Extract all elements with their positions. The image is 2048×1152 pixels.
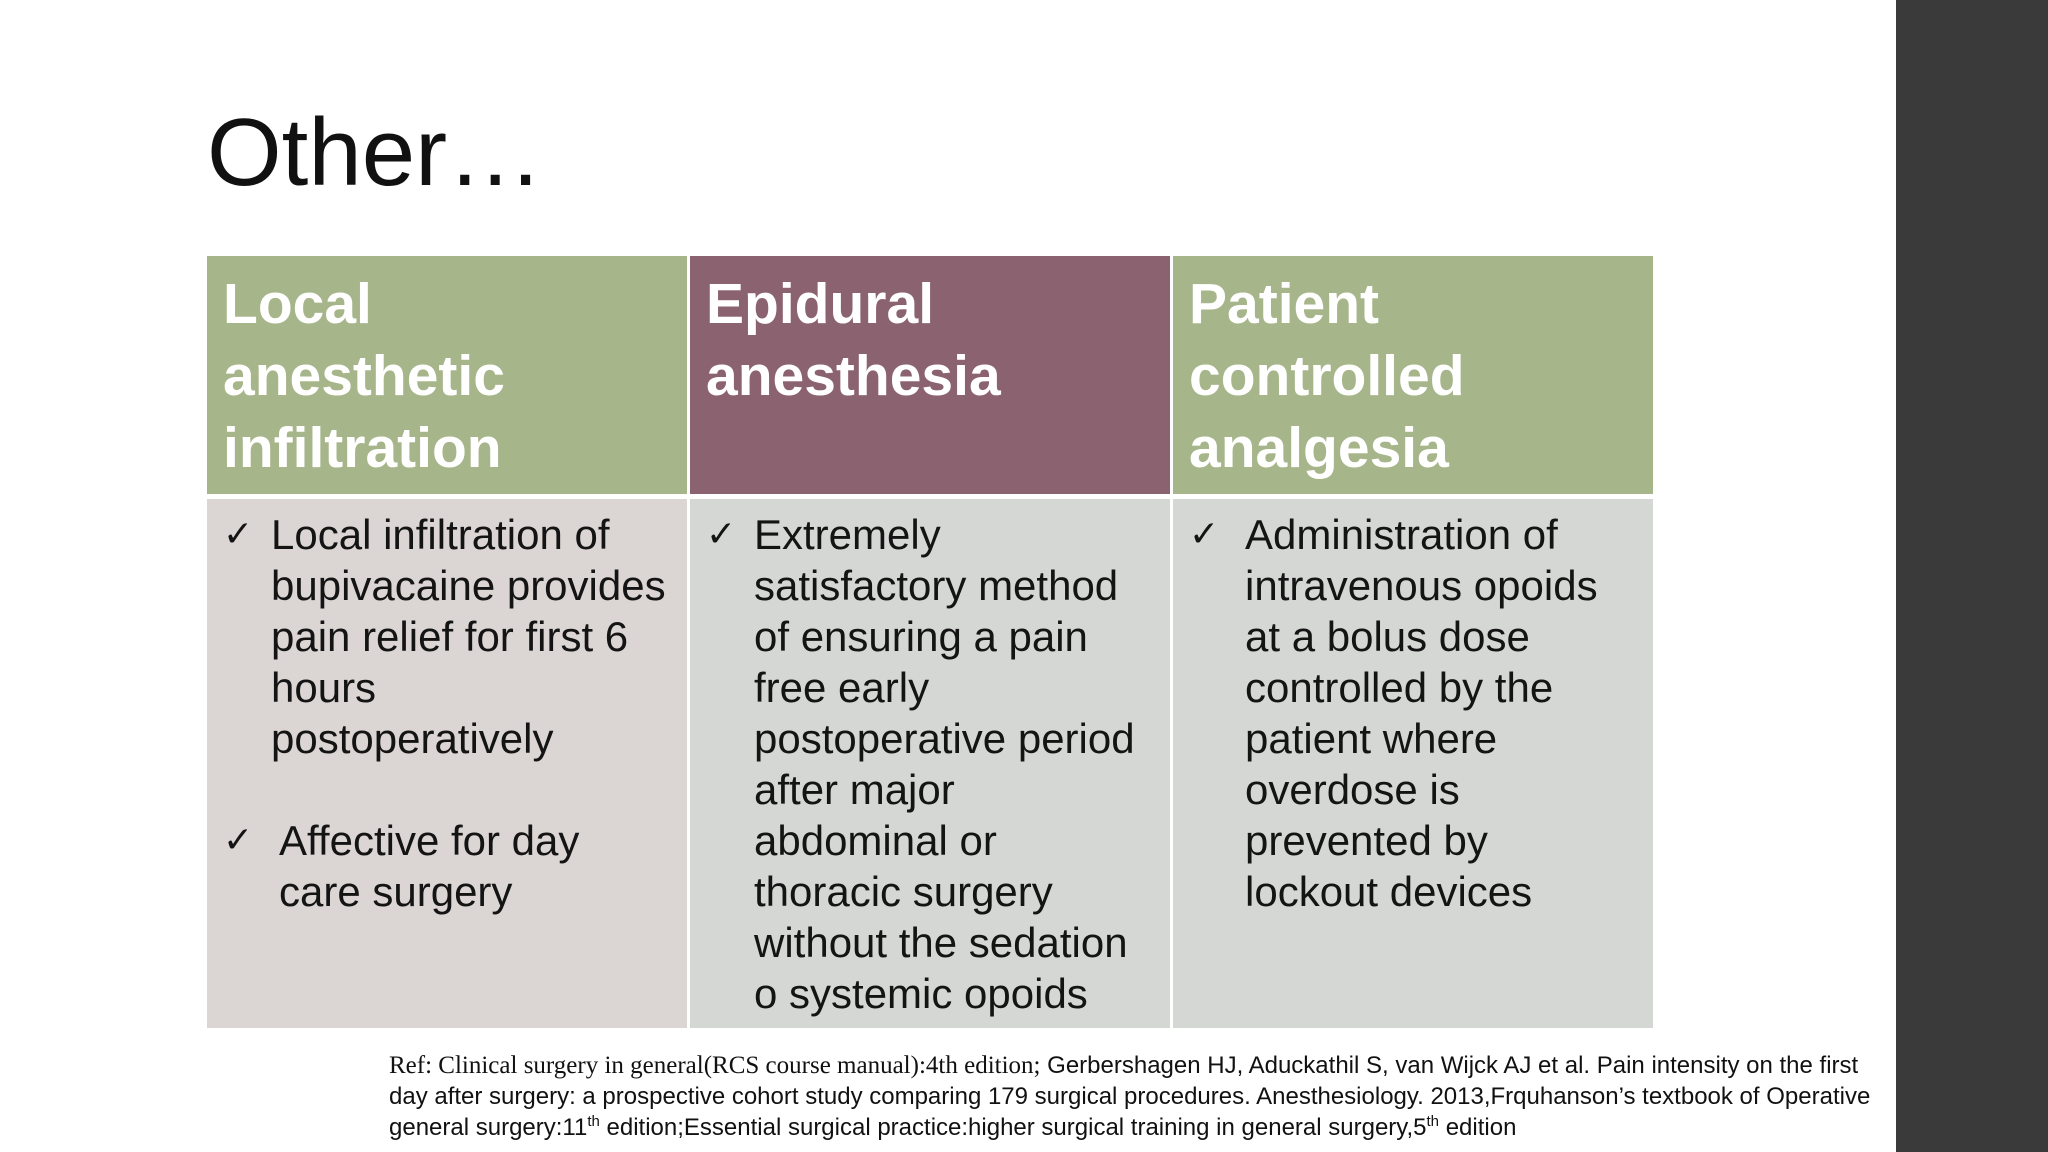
- cell-epidural-anesthesia: [690, 499, 1170, 1028]
- checkmark-icon: ✓: [223, 514, 254, 555]
- bullet-text: Local infiltration of bupivacaine provides pain relief for first 6 hours postoperatively: [271, 511, 666, 762]
- reference-part: Gerbershagen HJ, Aduckathil S, van Wijck AJ et al. Pain intensity on the first day after surgery: a prospective cohort study comparing 179 surgical procedures. Anesthesiology. 2013,Frquhanson’s textbook of Operative general surgery:11: [389, 1052, 1871, 1141]
- comparison-table: [207, 256, 1653, 1028]
- cell-patient-controlled-analgesia: [1173, 499, 1653, 1028]
- checkmark-icon: ✓: [223, 820, 254, 861]
- header-patient-controlled-analgesia: Patient controlled analgesia: [1173, 256, 1653, 499]
- checkmark-icon: ✓: [1189, 514, 1220, 555]
- bullet-text: Administration of intravenous opoids at a bolus dose controlled by the patient where overdose is prevented by lockout devices: [1245, 511, 1598, 915]
- reference-part: edition: [1439, 1114, 1517, 1141]
- bullet-text: Affective for day care surgery: [279, 817, 580, 915]
- reference-footnote: [389, 1050, 1889, 1143]
- bullet-text: Extremely satisfactory method of ensuring a pain free early postoperative period after major abdominal or thoracic surgery without the sedation o systemic opoids: [754, 511, 1135, 1017]
- checkmark-icon: ✓: [706, 514, 737, 555]
- reference-superscript: th: [1426, 1113, 1440, 1130]
- presentation-sidebar: [1896, 0, 2048, 1152]
- header-local-anesthetic-infiltration: Local anesthetic infiltration: [207, 256, 687, 499]
- reference-part: edition;Essential surgical practice:higher surgical training in general surgery,5: [599, 1114, 1427, 1141]
- list-item: [223, 509, 671, 764]
- reference-part: Ref: Clinical surgery in general(RCS course manual):4th edition;: [389, 1052, 1041, 1079]
- cell-local-anesthetic-infiltration: [207, 499, 687, 1028]
- header-epidural-anesthesia: Epidural anesthesia: [690, 256, 1170, 499]
- reference-superscript: th: [587, 1113, 600, 1130]
- list-item: [223, 815, 671, 917]
- list-item: [706, 509, 1154, 1019]
- slide-title: Other…: [207, 99, 544, 206]
- list-item: [1189, 509, 1637, 917]
